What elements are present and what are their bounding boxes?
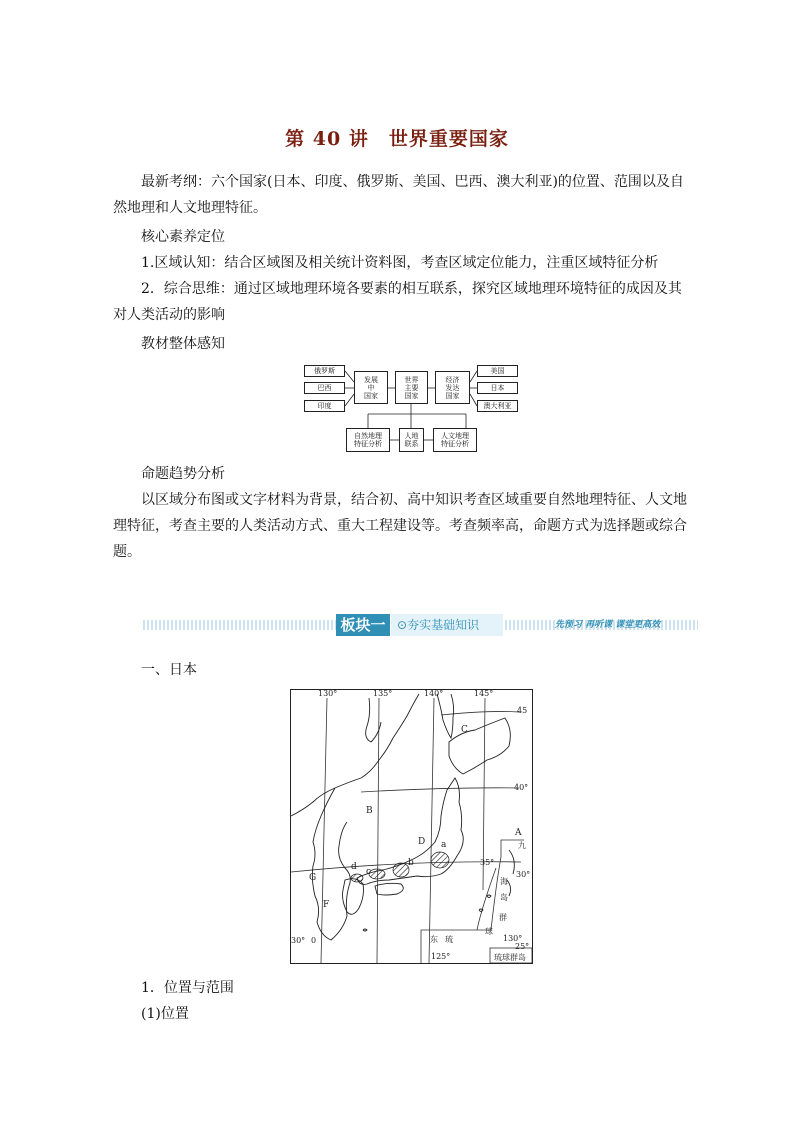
core-heading: 核心素养定位 — [141, 229, 225, 245]
label-a: a — [441, 840, 447, 850]
inset-char-east: 东 — [430, 935, 438, 944]
box-human-features: 人文地理 特征分析 — [433, 428, 477, 452]
box-human-land: 人地 联系 — [399, 428, 424, 452]
core-item-1: 1.区域认知：结合区域图及相关统计资料图，考查区域定位能力，注重区域特征分析 — [141, 255, 659, 271]
banner-stripe-left — [143, 620, 338, 630]
lat-30: 30° — [516, 870, 531, 879]
banner-bullet-icon: ⊙ — [397, 618, 408, 632]
label-F: F — [323, 900, 330, 910]
japan-map — [290, 689, 533, 964]
lat-40: 40° — [514, 783, 529, 792]
trend-heading: 命题趋势分析 — [141, 466, 225, 482]
trend-text: 以区域分布图或文字材料为背景，结合初、高中知识考查区域重要自然地理特征、人文地理特征，考查主要的人类活动方式、重大工程建设等。考查频率高，命题方式为选择题或综合题。 — [113, 492, 687, 560]
syllabus-text: 最新考纲：六个国家(日本、印度、俄罗斯、美国、巴西、澳大利亚)的位置、范围以及自然地理和人文地理特征。 — [113, 174, 684, 216]
lon-135-top: 135° — [373, 689, 393, 698]
subheading-location-range: 1．位置与范围 — [141, 980, 234, 996]
section-japan-heading: 一、日本 — [141, 662, 197, 678]
lon-125-bottom: 125° — [431, 952, 451, 961]
lat-35: 35° — [480, 858, 495, 867]
inset-char-qiu: 球 — [485, 927, 493, 936]
box-natural-features: 自然地理 特征分析 — [346, 428, 390, 452]
label-B: B — [366, 806, 373, 816]
inset-char-island: 岛 — [500, 893, 508, 902]
box-world-countries: 世界 主要 国家 — [395, 371, 428, 404]
label-c: c — [366, 867, 372, 877]
label-C: C — [461, 725, 468, 735]
inset-char-group: 群 — [499, 913, 507, 922]
lon-130-top: 130° — [318, 689, 338, 698]
textbook-heading: 教材整体感知 — [141, 336, 225, 352]
lat-45: 45 — [517, 706, 528, 715]
banner-slogan: 先预习 再听课 课堂更高效 — [555, 620, 661, 630]
map-graphic — [291, 690, 532, 963]
inset-char-jiu: 九 — [518, 841, 526, 850]
section-banner — [143, 611, 698, 639]
subheading-location: (1)位置 — [141, 1006, 189, 1022]
inset-char-sea: 海 — [500, 877, 508, 886]
box-developed: 经济 发达 国家 — [435, 371, 470, 404]
concept-diagram — [300, 360, 522, 456]
core-item-2: 2．综合思维：通过区域地理环境各要素的相互联系，探究区域地理环境特征的成因及其对人类活动的影响 — [113, 281, 682, 323]
page-title: 第 40 讲 世界重要国家 — [285, 128, 509, 150]
box-japan: 日本 — [477, 382, 518, 394]
box-russia: 俄罗斯 — [304, 365, 345, 377]
map-zero-mark: 0 — [311, 936, 317, 945]
lon-130-bottom: 130° — [503, 934, 523, 943]
box-usa: 美国 — [477, 365, 518, 377]
lat-25: 25° — [515, 942, 530, 951]
box-developing: 发展 中 国家 — [354, 371, 388, 404]
label-b: b — [408, 858, 414, 868]
lon-145-top: 145° — [474, 689, 494, 698]
label-d: d — [351, 862, 357, 872]
label-D: D — [418, 837, 426, 847]
banner-subtitle: ⊙夯实基础知识 — [391, 614, 503, 636]
lon-140-top: 140° — [424, 689, 444, 698]
lat-30-left: 30° — [291, 936, 306, 945]
label-G: G — [309, 873, 317, 883]
banner-block-label: 板块一 — [336, 614, 390, 636]
inset-label-ryukyu: 琉球群岛 — [494, 953, 526, 962]
box-brazil: 巴西 — [304, 382, 345, 394]
box-india: 印度 — [304, 400, 345, 412]
label-A: A — [515, 828, 522, 838]
inset-char-liu: 琉 — [445, 935, 453, 944]
box-australia: 澳大利亚 — [477, 400, 518, 412]
